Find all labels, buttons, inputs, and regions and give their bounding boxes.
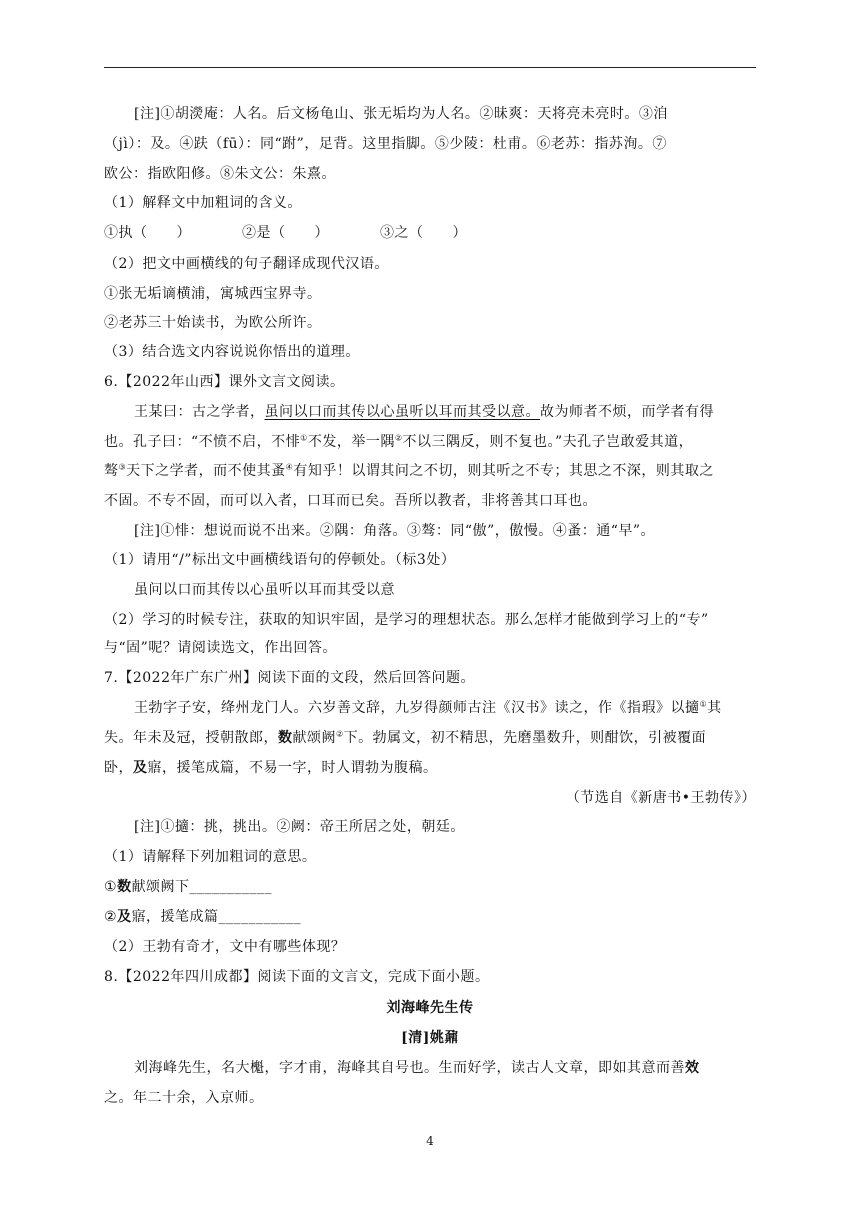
passage-title: 刘海峰先生传 bbox=[386, 1000, 474, 1016]
section-heading: 7.【2022年广东广州】阅读下面的文段，然后回答问题。 bbox=[104, 670, 475, 686]
question-line: （1）请解释下列加粗词的意思。 bbox=[104, 849, 317, 865]
answer-blanks: ①执（ ） ②是（ ） ③之（ ） bbox=[104, 225, 467, 241]
question-line: （3）结合选文内容说说你悟出的道理。 bbox=[104, 344, 360, 360]
source-citation: （节选自《新唐书•王勃传》） bbox=[565, 790, 756, 806]
question-line: 与“固”呢？请阅读选文，作出回答。 bbox=[104, 640, 337, 656]
bold-word: 数 bbox=[117, 879, 132, 895]
passage-line: 王勃字子安，绛州龙门人。六岁善文辞，九岁得颜师古注《汉书》读之，作《指瑕》以擿①其 bbox=[134, 699, 722, 716]
passage-line: 刘海峰先生，名大櫆，字才甫，海峰其自号也。生而好学，读古人文章，即如其意而善效 bbox=[134, 1060, 700, 1076]
bold-word: 及 bbox=[117, 909, 132, 925]
bold-word: 及 bbox=[133, 760, 148, 776]
note-line: [注]①擿：挑，挑出。②阙：帝王所居之处，朝廷。 bbox=[134, 819, 465, 835]
bold-word: 数 bbox=[278, 730, 293, 746]
underlined-sentence: 虽问以口而其传以心虽听以耳而其受以意。 bbox=[264, 404, 540, 420]
passage-line: 失。年未及冠，授朝散郎，数献颂阙②下。勃属文，初不精思，先磨墨数升，则酣饮，引被覆面 bbox=[104, 729, 707, 746]
question-line: （1）请用“/”标出文中画横线语句的停顿处。（标3处） bbox=[104, 552, 456, 568]
fill-blank-item: ①数献颂阙下___________ bbox=[104, 879, 273, 895]
passage-line: 骜③天下之学者，而不使其蚤④有知乎！以谓其问之不切，则其听之不专；其思之不深，则其取之 bbox=[104, 462, 714, 479]
header-rule bbox=[104, 67, 756, 68]
passage-line: 不固。不专不固，而可以入者，口耳而已矣。吾所以教者，非将善其口耳也。 bbox=[104, 493, 597, 509]
passage-line: 卧，及寤，援笔成篇，不易一字，时人谓勃为腹稿。 bbox=[104, 760, 438, 776]
fill-blank-item: ②及寤，援笔成篇___________ bbox=[104, 909, 302, 925]
passage-line: 也。孔子曰：“不愤不启，不悱①不发，举一隅②不以三隅反，则不复也。”夫孔子岂敢爱其道， bbox=[104, 433, 694, 450]
question-line: （2）把文中画横线的句子翻译成现代汉语。 bbox=[104, 256, 389, 272]
sentence-item: ②老苏三十始读书，为欧公所许。 bbox=[104, 315, 322, 331]
note-line: （jì）：及。④趺（fū）：同“跗”，足背。这里指脚。⑤少陵：杜甫。⑥老苏：指苏洵。⑦ bbox=[104, 136, 667, 152]
bold-word: 效 bbox=[685, 1060, 700, 1076]
section-heading: 6.【2022年山西】课外文言文阅读。 bbox=[104, 374, 345, 390]
note-line: [注]①胡濙庵：人名。后文杨龟山、张无垢均为人名。②昧爽：天将亮未亮时。③洎 bbox=[134, 106, 668, 122]
passage-line: 之。年二十余，入京师。 bbox=[104, 1090, 264, 1106]
section-heading: 8.【2022年四川成都】阅读下面的文言文，完成下面小题。 bbox=[104, 969, 490, 985]
note-line: [注]①悱：想说而说不出来。②隅：角落。③骜：同“傲”，傲慢。④蚤：通“早”。 bbox=[134, 523, 656, 539]
note-line: 欧公：指欧阳修。⑧朱文公：朱熹。 bbox=[104, 166, 336, 182]
question-line: （1）解释文中加粗词的含义。 bbox=[104, 195, 302, 211]
sentence-item: ①张无垢谪横浦，寓城西宝界寺。 bbox=[104, 286, 322, 302]
passage-author: [清]姚鼐 bbox=[401, 1030, 459, 1046]
passage-line: 王某曰：古之学者，虽问以口而其传以心虽听以耳而其受以意。故为师者不烦，而学者有得 bbox=[134, 404, 714, 420]
page-number: 4 bbox=[426, 1134, 434, 1148]
quoted-sentence: 虽问以口而其传以心虽听以耳而其受以意 bbox=[134, 582, 395, 598]
question-line: （2）王勃有奇才，文中有哪些体现？ bbox=[104, 939, 346, 955]
question-line: （2）学习的时候专注，获取的知识牢固，是学习的理想状态。那么怎样才能做到学习上的“专” bbox=[104, 612, 709, 628]
